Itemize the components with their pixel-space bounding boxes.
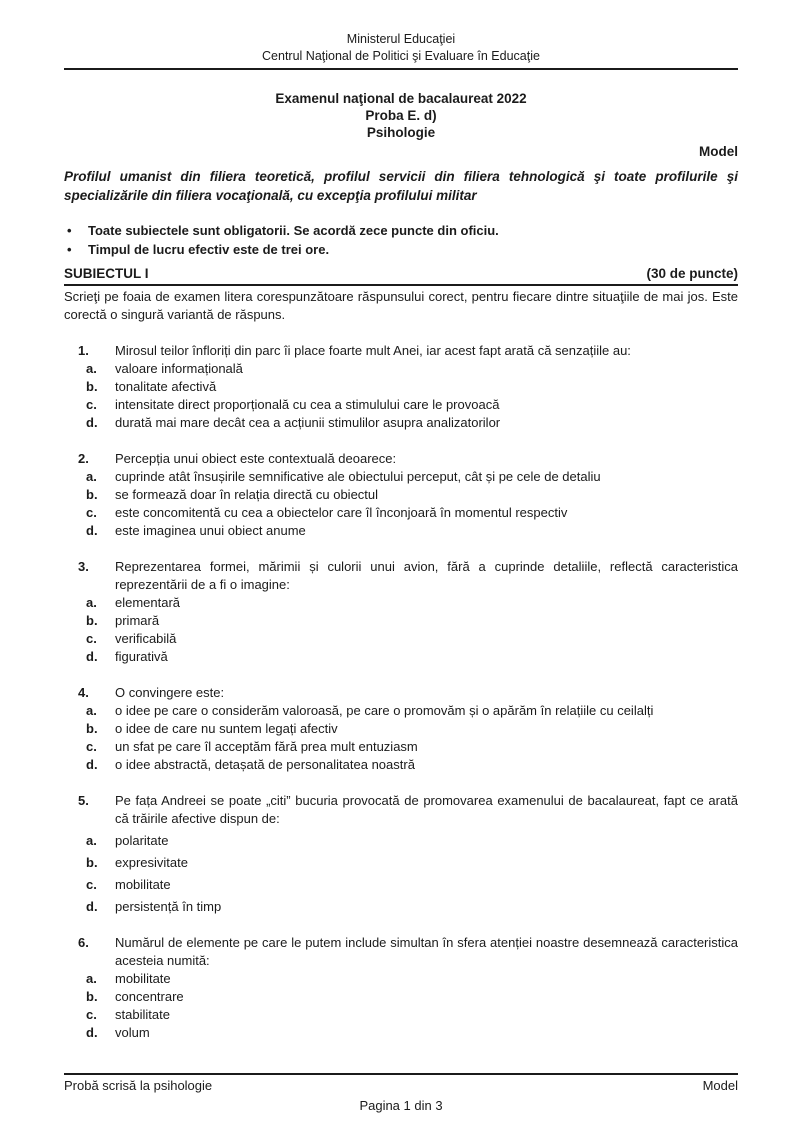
- bullet-icon: •: [67, 242, 72, 257]
- option-text: este concomitentă cu cea a obiectelor care îl înconjoară în momentul respectiv: [115, 505, 568, 520]
- question-text: Percepția unui obiect este contextuală deoarece:: [115, 451, 397, 466]
- bullet-icon: •: [67, 223, 72, 238]
- question-number: 2.: [78, 451, 89, 466]
- option-text: elementară: [115, 595, 181, 610]
- option-text: volum: [115, 1025, 150, 1040]
- option-row: [64, 612, 738, 630]
- option-text: persistență în timp: [115, 899, 222, 914]
- exam-title-block: [64, 90, 738, 141]
- question-head: [64, 558, 738, 594]
- option-letter: c.: [86, 877, 97, 892]
- option-row: [64, 360, 738, 378]
- option-letter: d.: [86, 757, 98, 772]
- option-text: o idee abstractă, detașată de personalitatea noastră: [115, 757, 415, 772]
- page-number: Pagina 1 din 3: [359, 1098, 443, 1113]
- question-head: [64, 792, 738, 828]
- option-row: [64, 630, 738, 648]
- question-head: [64, 450, 738, 468]
- question-head: [64, 684, 738, 702]
- option-text: durată mai mare decât cea a acțiunii stimulilor asupra analizatorilor: [115, 415, 501, 430]
- option-row: [64, 522, 738, 540]
- question-text: O convingere este:: [115, 685, 225, 700]
- option-text: un sfat pe care îl acceptăm fără prea mult entuziasm: [115, 739, 418, 754]
- instructions-list: [64, 221, 738, 259]
- option-row: [64, 832, 738, 850]
- option-row: [64, 504, 738, 522]
- option-row: [64, 414, 738, 432]
- option-text: primară: [115, 613, 160, 628]
- option-text: valoare informațională: [115, 361, 243, 376]
- page-footer: [64, 1073, 738, 1114]
- option-text: cuprinde atât însușirile semnificative ale obiectului perceput, cât și pe cele de detaliu: [115, 469, 601, 484]
- question-number: 1.: [78, 343, 89, 358]
- section-intro: Scrieţi pe foaia de examen litera corespunzătoare răspunsului corect, pentru fiecare dintre situaţiile de mai jos. Este corectă o singură variantă de răspuns.: [64, 289, 738, 322]
- option-letter: c.: [86, 505, 97, 520]
- question-block-2: [64, 450, 738, 540]
- question-head: [64, 934, 738, 970]
- question-block-5: [64, 792, 738, 916]
- ministry-name: Ministerul Educaţiei: [346, 32, 456, 46]
- question-number: 4.: [78, 685, 89, 700]
- question-number: 6.: [78, 935, 89, 950]
- model-label: Model: [699, 144, 738, 159]
- option-letter: d.: [86, 899, 98, 914]
- option-letter: d.: [86, 649, 98, 664]
- option-row: [64, 720, 738, 738]
- option-text: expresivitate: [115, 855, 188, 870]
- question-block-6: [64, 934, 738, 1042]
- option-row: [64, 738, 738, 756]
- option-letter: a.: [86, 595, 97, 610]
- option-row: [64, 702, 738, 720]
- option-letter: c.: [86, 1007, 97, 1022]
- option-letter: b.: [86, 721, 98, 736]
- option-text: stabilitate: [115, 1007, 170, 1022]
- option-letter: a.: [86, 833, 97, 848]
- question-head: [64, 342, 738, 360]
- question-text: Mirosul teilor înfloriți din parc îi place foarte mult Anei, iar acest fapt arată că senzațiile au:: [115, 343, 631, 358]
- option-letter: c.: [86, 397, 97, 412]
- option-row: [64, 876, 738, 894]
- option-text: verificabilă: [115, 631, 177, 646]
- option-row: [64, 648, 738, 666]
- option-row: [64, 898, 738, 916]
- exam-proba: Proba E. d): [365, 108, 437, 123]
- option-letter: c.: [86, 739, 97, 754]
- option-letter: b.: [86, 379, 98, 394]
- option-text: o idee pe care o considerăm valoroasă, pe care o promovăm și o apărăm în relațiile cu ceilalți: [115, 703, 654, 718]
- option-text: este imaginea unui obiect anume: [115, 523, 306, 538]
- document-header: [64, 31, 738, 70]
- question-block-4: [64, 684, 738, 774]
- option-row: [64, 396, 738, 414]
- option-letter: c.: [86, 631, 97, 646]
- option-letter: b.: [86, 855, 98, 870]
- instruction-item: [64, 240, 738, 259]
- option-row: [64, 854, 738, 872]
- question-block-1: [64, 342, 738, 432]
- option-text: intensitate direct proporțională cu cea a stimulului care le provoacă: [115, 397, 500, 412]
- section-header: [64, 265, 738, 286]
- instruction-text: Timpul de lucru efectiv este de trei ore.: [88, 242, 330, 257]
- question-block-3: [64, 558, 738, 666]
- option-row: [64, 468, 738, 486]
- option-letter: d.: [86, 1025, 98, 1040]
- option-letter: a.: [86, 971, 97, 986]
- option-row: [64, 970, 738, 988]
- exam-title: Examenul naţional de bacalaureat 2022: [275, 91, 527, 106]
- option-letter: b.: [86, 613, 98, 628]
- option-row: [64, 756, 738, 774]
- option-text: mobilitate: [115, 877, 171, 892]
- option-text: figurativă: [115, 649, 168, 664]
- option-row: [64, 486, 738, 504]
- option-text: se formează doar în relația directă cu obiectul: [115, 487, 379, 502]
- option-text: concentrare: [115, 989, 184, 1004]
- option-letter: a.: [86, 703, 97, 718]
- option-text: o idee de care nu suntem legați afectiv: [115, 721, 338, 736]
- footer-row: [64, 1075, 738, 1094]
- footer-right-text: Model: [702, 1078, 738, 1093]
- option-letter: d.: [86, 523, 98, 538]
- question-text: Pe fața Andreei se poate „citi” bucuria provocată de promovarea examenului de bacalaureat, fapt ce arată că trăirile afective dispun de:: [115, 793, 738, 826]
- exam-subject: Psihologie: [366, 125, 436, 140]
- option-text: mobilitate: [115, 971, 171, 986]
- option-row: [64, 594, 738, 612]
- option-letter: a.: [86, 361, 97, 376]
- option-letter: b.: [86, 989, 98, 1004]
- center-name: Centrul Naţional de Politici şi Evaluare în Educaţie: [262, 49, 540, 63]
- option-letter: b.: [86, 487, 98, 502]
- section-points: (30 de puncte): [646, 266, 738, 281]
- footer-left-text: Probă scrisă la psihologie: [64, 1078, 213, 1093]
- question-text: Numărul de elemente pe care le putem include simultan în sfera atenției noastre desemnează caracteristica acesteia numită:: [115, 935, 738, 968]
- option-text: tonalitate afectivă: [115, 379, 217, 394]
- question-number: 5.: [78, 793, 89, 808]
- instruction-item: [64, 221, 738, 240]
- option-letter: a.: [86, 469, 97, 484]
- instruction-text: Toate subiectele sunt obligatorii. Se acordă zece puncte din oficiu.: [88, 223, 499, 238]
- profile-note: Profilul umanist din filiera teoretică, profilul servicii din filiera tehnologică şi toate profilurile şi specializările din filiera vocaţională, cu excepţia profilului militar: [64, 169, 738, 203]
- option-letter: d.: [86, 415, 98, 430]
- option-row: [64, 378, 738, 396]
- option-row: [64, 1006, 738, 1024]
- option-row: [64, 1024, 738, 1042]
- question-text: Reprezentarea formei, mărimii și culorii unui avion, fără a cuprinde detaliile, reflectă caracteristica reprezentării de a fi o imagine:: [115, 559, 738, 592]
- option-text: polaritate: [115, 833, 169, 848]
- section-title: SUBIECTUL I: [64, 266, 149, 281]
- option-row: [64, 988, 738, 1006]
- question-number: 3.: [78, 559, 89, 574]
